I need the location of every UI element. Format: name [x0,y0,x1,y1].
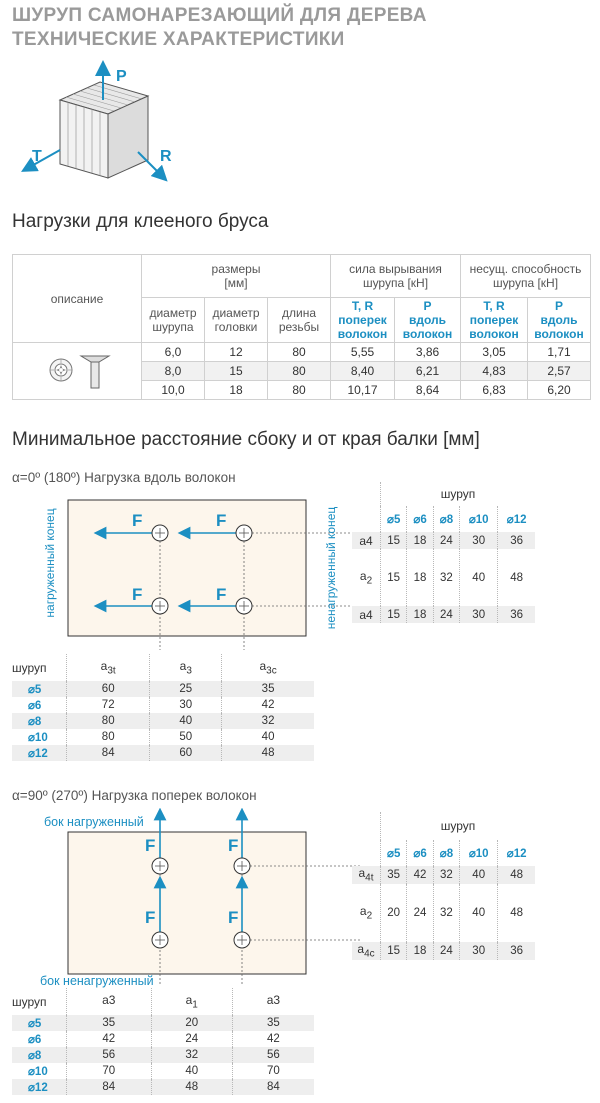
unloaded-end-label: ненагруженный конец [324,506,338,630]
table-row: $a_2$ 20 24 32 40 48 [352,884,535,942]
force-label: F [145,908,156,927]
force-label: F [228,908,239,927]
table-row: ⌀6 42 24 42 [12,1031,314,1047]
table-row: ⌀10 70 40 70 [12,1063,314,1079]
screw-header: шуруп [381,482,536,506]
case2-diagram [60,808,360,988]
table-row: $a_{4c}$ 15 18 24 30 36 [352,942,535,960]
force-label: F [228,836,239,855]
screw-side-icon [81,356,109,388]
axis-t-label: T [32,148,42,165]
axis-p-label: P [116,68,127,85]
screw-illustration [13,343,142,400]
table-row: ⌀6 72 30 42 [12,697,314,713]
case2-edge-table: шуруп a3 $a_1$ a3 ⌀5 35 20 35 ⌀6 42 24 42 ⌀8 56 32 56 ⌀10 70 40 70 ⌀12 84 48 84 [12,988,314,1095]
table-row: a4 15 18 24 30 36 [352,532,535,549]
force-label: F [145,836,156,855]
force-label: F [216,585,227,604]
sub-pull-tr: T, R поперек волокон [331,298,395,343]
force-label: F [132,585,143,604]
unloaded-side-label: бок ненагруженный [40,974,154,988]
sub-cap-tr: T, R поперек волокон [461,298,528,343]
case1-title: α=0º (180º) Нагрузка вдоль волокон [12,470,236,485]
screw-header: шуруп [381,812,536,840]
loaded-end-label: нагруженный конец [43,508,57,618]
sub-pull-p: P вдоль волокон [395,298,461,343]
section1-heading: Нагрузки для клееного бруса [12,211,269,232]
table-row: ⌀5 60 25 35 [12,681,314,697]
force-label: F [216,511,227,530]
table-row: ⌀8 56 32 56 [12,1047,314,1063]
title-line1: ШУРУП САМОНАРЕЗАЮЩИЙ ДЛЯ ДЕРЕВА [12,5,427,26]
case1-edge-table: шуруп $a_{3t}$ $a_3$ $a_{3c}$ ⌀5 60 25 35 ⌀6 72 30 42 ⌀8 80 40 32 ⌀10 80 50 40 ⌀12 84 60 48 [12,654,314,761]
group-cap: несущ. способность шурупа [кН] [461,255,591,298]
table-row: $a_{4t}$ 35 42 32 40 48 [352,866,535,884]
case2-spacing-table: шуруп ⌀5 ⌀6 ⌀8 ⌀10 ⌀12 $a_{4t}$ 35 42 32 40 48 $a_2$ 20 24 32 40 48 $a_{4c}$ 15 18 24 30 36 [352,812,535,960]
screw-header: шуруп [12,660,47,675]
beam-rect [68,500,306,636]
table-row: ⌀10 80 50 40 [12,729,314,745]
table-row: ⌀8 80 40 32 [12,713,314,729]
section2-heading: Минимальное расстояние сбоку и от края балки [мм] [12,429,480,450]
axis-r-label: R [160,148,172,165]
table-row: ⌀12 84 48 84 [12,1079,314,1095]
force-label: F [132,511,143,530]
load-table: описание размеры [мм] сила вырывания шурупа [кН] несущ. способность шурупа [кН] диаметр шурупа диаметр головки длина резьбы T, R поперек волокон P вдоль волокон T, R поперек волокон P вдоль волокон 6,0 12 80 5,55 3,86 3,05 1,71 8,0 15 80 8,40 6,21 4,83 2,57 10,0 18 80 10,17 8,64 6,83 6,20 [12,254,591,400]
table-row: a4 15 18 24 30 36 [352,606,535,623]
sub-thread-len: длина резьбы [268,298,331,343]
sub-screw-dia: диаметр шурупа [142,298,205,343]
title-line2: ТЕХНИЧЕСКИЕ ХАРАКТЕРИСТИКИ [12,29,345,50]
table-row: ⌀12 84 60 48 [12,745,314,761]
case2-title: α=90º (270º) Нагрузка поперек волокон [12,788,257,803]
sub-head-dia: диаметр головки [205,298,268,343]
col-desc: описание [13,255,142,343]
screw-header: шуруп [12,994,47,1009]
group-pull: сила вырывания шурупа [кН] [331,255,461,298]
table-row: $a_2$ 15 18 32 40 48 [352,549,535,606]
case1-spacing-table: шуруп ⌀5 ⌀6 ⌀8 ⌀10 ⌀12 a4 15 18 24 30 36 $a_2$ 15 18 32 40 48 a4 15 18 24 30 36 [352,482,535,623]
beam-rect [68,832,306,974]
case1-diagram [60,490,350,650]
group-sizes: размеры [мм] [142,255,331,298]
loaded-side-label: бок нагруженный [44,815,144,829]
wood-cube-icon [20,60,190,190]
table-row: 10,0 18 80 10,17 8,64 6,83 6,20 [13,381,591,400]
screw-head-icon [50,359,72,381]
table-row: 8,0 15 80 8,40 6,21 4,83 2,57 [13,362,591,381]
sub-cap-p: P вдоль волокон [528,298,591,343]
table-row: ⌀5 35 20 35 [12,1015,314,1031]
